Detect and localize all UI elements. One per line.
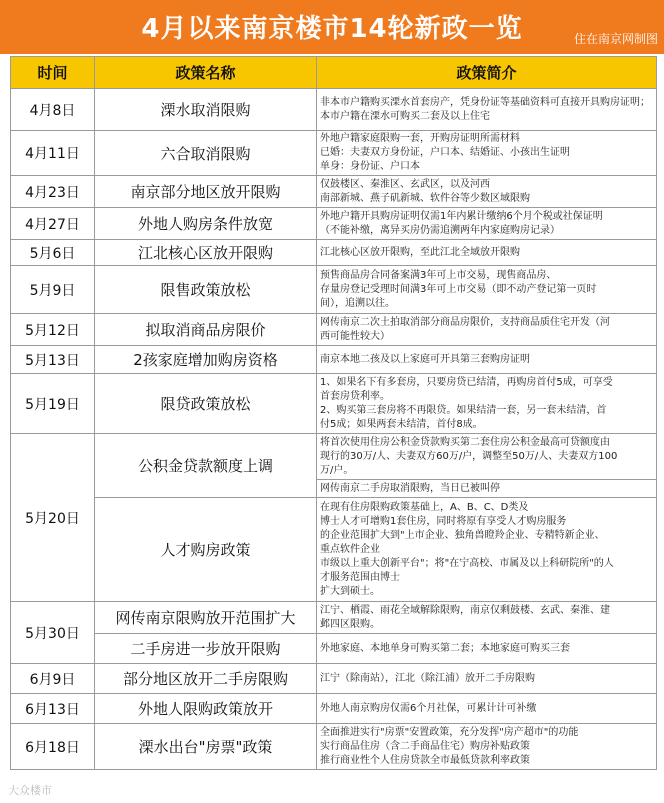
summary-line: 万/户。 [320,464,354,476]
summary-line: 将首次使用住房公积金贷款购买第二套住房公积金最高可贷额度由 [320,436,610,448]
table-row [11,724,657,770]
summary-line: 网传南京二手房取消限购，当日已被叫停 [320,482,500,494]
policy-summary-cell [317,664,657,694]
summary-line: 市级以上重大创新平台"；将"在宁高校、市属及以上科研院所"的人 [320,557,614,569]
policy-name-cell: 六合取消限购 [95,131,317,176]
date-cell: 4月11日 [11,131,95,176]
summary-line: 外地户籍家庭限购一套，开购房证明所需材料 [320,133,520,144]
policy-summary-cell [317,131,657,176]
summary-line: 外地户籍开具购房证明仅需1年内累计缴纳6个月个税或社保证明 [320,210,603,222]
policy-name-cell: 网传南京限购放开范围扩大 [95,602,317,634]
table-row [11,346,657,374]
policy-name-cell: 外地人购房条件放宽 [95,208,317,240]
date-cell: 5月9日 [11,266,95,314]
policy-summary-cell [317,266,657,314]
column-header-policy-name: 政策名称 [95,57,317,89]
policy-summary-cell [317,694,657,724]
policy-name-cell: 溧水取消限购 [95,89,317,131]
summary-line: （不能补缴，离异买房仍需追溯两年内家庭购房记录） [320,224,560,236]
summary-line: 仅鼓楼区、秦淮区、玄武区，以及河西 [320,178,490,190]
summary-line: 邺四区限购。 [320,618,380,630]
summary-line: 本市户籍在溧水可购买二套及以上住宅 [320,110,490,122]
summary-line: 2、购买第三套房将不再限贷。如果结清一套，另一套未结清，首 [320,404,607,416]
summary-line: 现行的30万/人、夫妻双方60万/户，调整至50万/人、夫妻双方100 [320,450,618,462]
summary-line: 已婚：夫妻双方身份证，户口本、结婚证、小孩出生证明 [320,147,570,158]
summary-line: 外地家庭、本地单身可购买第二套；本地家庭可购买三套 [320,642,570,654]
date-cell: 5月19日 [11,374,95,434]
policy-summary-cell [317,724,657,770]
table-row [11,314,657,346]
summary-line: 非本市户籍购买溧水首套房产，凭身份证等基础资料可直接开具购房证明； [320,96,650,108]
summary-line: 首套房贷利率。 [320,390,390,402]
column-header-policy-summary: 政策简介 [317,57,657,89]
table-row [11,89,657,131]
date-cell: 6月18日 [11,724,95,770]
date-cell: 6月13日 [11,694,95,724]
policy-summary-cell [317,208,657,240]
table-row [11,694,657,724]
date-cell: 5月13日 [11,346,95,374]
summary-line: 预售商品房合同备案满3年可上市交易，现售商品房、 [320,269,557,281]
table-row [11,208,657,240]
summary-line: 1、如果名下有多套房，只要房贷已结清，再购房首付5成，可享受 [320,376,613,388]
policy-summary-cell [317,374,657,434]
summary-line: 南部新城、燕子矶新城、软件谷等少数区域限购 [320,192,530,204]
policy-table [10,56,657,770]
table-row [11,664,657,694]
date-cell: 5月30日 [11,602,95,664]
policy-summary-cell [317,346,657,374]
table-row [11,240,657,266]
policy-name-cell: 2孩家庭增加购房资格 [95,346,317,374]
policy-summary-cell [317,434,657,480]
summary-line: 西可能性较大） [320,330,390,342]
summary-line: 在现有住房限购政策基础上，A、B、C、D类及 [320,501,529,513]
policy-name-cell: 二手房进一步放开限购 [95,634,317,664]
date-cell: 5月12日 [11,314,95,346]
date-cell: 4月23日 [11,176,95,208]
source-credit: 住在南京网制图 [573,32,658,46]
policy-name-cell: 外地人限购政策放开 [95,694,317,724]
policy-summary-cell [317,314,657,346]
summary-line: 江宁（除南站），江北（除江浦）放开二手房限购 [320,672,535,684]
summary-line: 博士人才可增购1套住房，同时将原有享受人才购房服务 [320,515,567,527]
date-cell: 6月9日 [11,664,95,694]
summary-line: 的企业范围扩大到"上市企业、独角兽瞪羚企业、专精特新企业、 [320,529,605,541]
policy-summary-cell [317,240,657,266]
summary-line: 间），追溯以往。 [320,297,395,309]
summary-line: 付5成；如果两套未结清，首付8成。 [320,418,483,430]
summary-line: 全面推进实行"房票"安置政策，充分发挥"房产超市"的功能 [320,726,579,738]
summary-line: 才服务范围由博士 [320,571,400,583]
table-row [11,434,657,480]
table-row [11,634,657,664]
policy-summary-cell [317,176,657,208]
summary-line: 南京本地二孩及以上家庭可开具第三套购房证明 [320,353,530,365]
date-cell: 5月20日 [11,434,95,602]
date-cell: 4月27日 [11,208,95,240]
policy-summary-cell [317,498,657,602]
summary-line: 实行商品住房（含二手商品住宅）购房补贴政策 [320,740,530,752]
table-row [11,374,657,434]
page-title: 4月以来南京楼市14轮新政一览 [141,14,523,44]
policy-name-cell: 限售政策放松 [95,266,317,314]
summary-line: 单身：身份证、户口本 [320,161,420,172]
policy-name-cell: 拟取消商品房限价 [95,314,317,346]
summary-line: 江北核心区放开限购，至此江北全域放开限购 [320,246,520,258]
title-banner [0,0,664,54]
policy-name-cell: 溧水出台"房票"政策 [95,724,317,770]
table-row [11,266,657,314]
table-row [11,498,657,602]
table-row [11,131,657,176]
summary-line: 网传南京二次土拍取消部分商品房限价，支持商品质住宅开发（河 [320,316,610,328]
policy-name-cell: 限贷政策放松 [95,374,317,434]
policy-summary-cell [317,480,657,498]
summary-line: 存量房登记受理时间满3年可上市交易（即不动产登记第一页时 [320,283,597,295]
table-row [11,176,657,208]
column-header-date: 时间 [11,57,95,89]
summary-line: 外地人南京购房仅需6个月社保，可累计计可补缴 [320,702,537,714]
policy-name-cell: 人才购房政策 [95,498,317,602]
date-cell: 5月6日 [11,240,95,266]
watermark: 大众楼市 [8,784,52,797]
policy-name-cell: 南京部分地区放开限购 [95,176,317,208]
summary-line: 扩大到硕士。 [320,585,380,597]
table-header-row [11,57,657,89]
table-row [11,602,657,634]
policy-name-cell: 部分地区放开二手房限购 [95,664,317,694]
policy-name-cell: 江北核心区放开限购 [95,240,317,266]
policy-summary-cell [317,89,657,131]
summary-line: 推行商业性个人住房贷款全市最低贷款利率政策 [320,754,530,766]
policy-name-cell: 公积金贷款额度上调 [95,434,317,498]
policy-summary-cell [317,602,657,634]
summary-line: 重点软件企业 [320,543,380,555]
date-cell: 4月8日 [11,89,95,131]
summary-line: 江宁、栖霞、雨花全域解除限购，南京仅剩鼓楼、玄武、秦淮、建 [320,604,610,616]
policy-summary-cell [317,634,657,664]
